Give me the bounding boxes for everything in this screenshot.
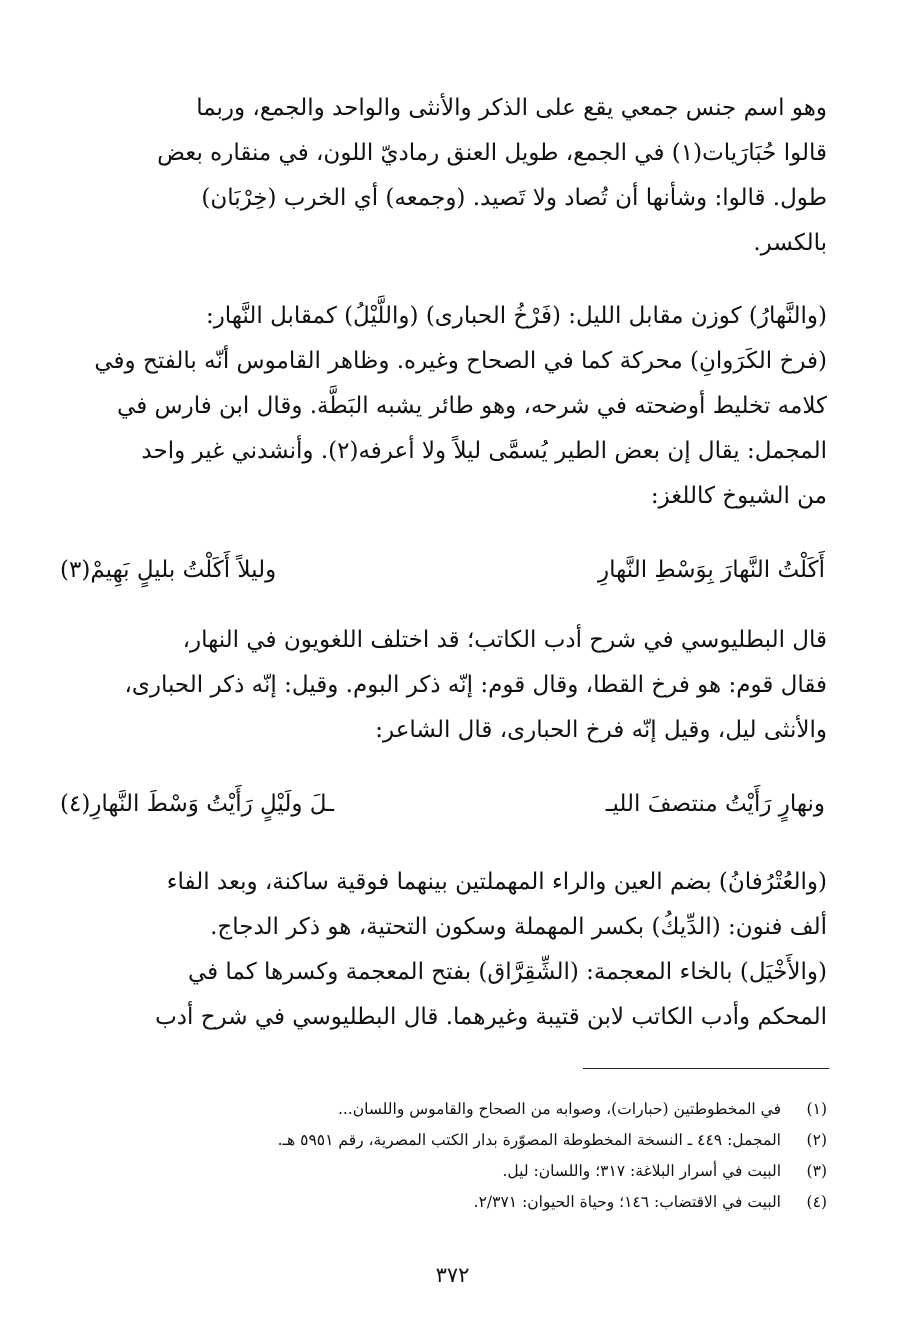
- verse-2: [60, 782, 825, 826]
- text-line: كلامه تخليط أوضحته في شرحه، وهو طائر يشبه البَطَّة. وقال ابن فارس في: [117, 393, 827, 419]
- text-line: (والنَّهارُ) كوزن مقابل الليل: (فَرْخُ الحبارى) (واللَّيْلُ) كمقابل النَّهار:: [205, 303, 827, 329]
- text-line: (والأَخْيَل) بالخاء المعجمة: (الشِّقِرَّاق) بفتح المعجمة وكسرها كما في: [187, 959, 827, 985]
- verse-second-hemistich: ـلَ ولَيْلٍ رَأَيْتُ وَسْطَ النَّهارِ(٤): [60, 791, 334, 817]
- paragraph-4: [78, 860, 827, 1040]
- text-line: بالكسر.: [753, 230, 827, 256]
- page-number: ٣٧٢: [435, 1263, 470, 1287]
- verse-first-hemistich: أَكَلْتُ النَّهارَ بِوَسْطِ النَّهارِ: [598, 557, 825, 583]
- text-line: طول. قالوا: وشأنها أن تُصاد ولا تَصيد. (وجمعه) أي الخرب (خِرْبَان): [201, 185, 827, 211]
- text-line: فقال قوم: هو فرخ القطا، وقال قوم: إنّه ذكر البوم. وقيل: إنّه ذكر الحبارى،: [124, 672, 827, 698]
- footnote-number: (٤): [806, 1193, 827, 1211]
- footnote: [78, 1094, 827, 1125]
- text-line: قالوا حُبَارَيات(١) في الجمع، طويل العنق رماديّ اللون، في منقاره بعض: [157, 140, 827, 166]
- footnote-separator: [583, 1068, 829, 1069]
- footnote: [78, 1156, 827, 1187]
- verse-1: [60, 548, 825, 592]
- footnote-text: في المخطوطتين (حبارات)، وصوابه من الصحاح والقاموس واللسان...: [337, 1100, 781, 1118]
- footnote: [78, 1187, 827, 1218]
- footnote-number: (٢): [806, 1131, 827, 1149]
- text-line: المحكم وأدب الكاتب لابن قتيبة وغيرهما. قال البطليوسي في شرح أدب: [155, 1004, 827, 1030]
- footnote-text: المجمل: ٤٤٩ ـ النسخة المخطوطة المصوّرة بدار الكتب المصرية، رقم ٥٩٥١ هـ.: [277, 1131, 781, 1149]
- text-line: ألف فنون: (الدِّيكُ) بكسر المهملة وسكون التحتية، هو ذكر الدجاج.: [210, 914, 827, 940]
- footnote-number: (٣): [806, 1162, 827, 1180]
- paragraph-2: [78, 294, 827, 519]
- text-line: المجمل: يقال إن بعض الطير يُسمَّى ليلاً ولا أعرفه(٢). وأنشدني غير واحد: [141, 438, 827, 464]
- paragraph-1: [78, 86, 827, 266]
- text-line: والأنثى ليل، وقيل إنّه فرخ الحبارى، قال الشاعر:: [375, 717, 827, 743]
- text-line: قال البطليوسي في شرح أدب الكاتب؛ قد اختلف اللغويون في النهار،: [182, 627, 827, 653]
- footnote-text: البيت في الاقتضاب: ١٤٦؛ وحياة الحيوان: ٢/٣٧١.: [473, 1193, 781, 1211]
- footnote-text: البيت في أسرار البلاغة: ٣١٧؛ واللسان: ليل.: [502, 1162, 781, 1180]
- verse-first-hemistich: ونهارٍ رَأَيْتُ منتصفَ الليـ: [605, 791, 825, 817]
- verse-second-hemistich: وليلاً أَكَلْتُ بليلٍ بَهِيمْ(٣): [60, 557, 277, 583]
- text-line: من الشيوخ كاللغز:: [650, 483, 827, 509]
- text-line: وهو اسم جنس جمعي يقع على الذكر والأنثى والواحد والجمع، وربما: [196, 95, 827, 121]
- text-line: (فرخ الكَرَوانِ) محركة كما في الصحاح وغيره. وظاهر القاموس أنّه بالفتح وفي: [94, 348, 827, 374]
- footnote-number: (١): [806, 1100, 827, 1118]
- paragraph-3: [78, 618, 827, 753]
- text-line: (والعُتْرُفانُ) بضم العين والراء المهملتين بينهما فوقية ساكنة، وبعد الفاء: [166, 869, 827, 895]
- footnote: [78, 1125, 827, 1156]
- footnotes: [78, 1094, 827, 1218]
